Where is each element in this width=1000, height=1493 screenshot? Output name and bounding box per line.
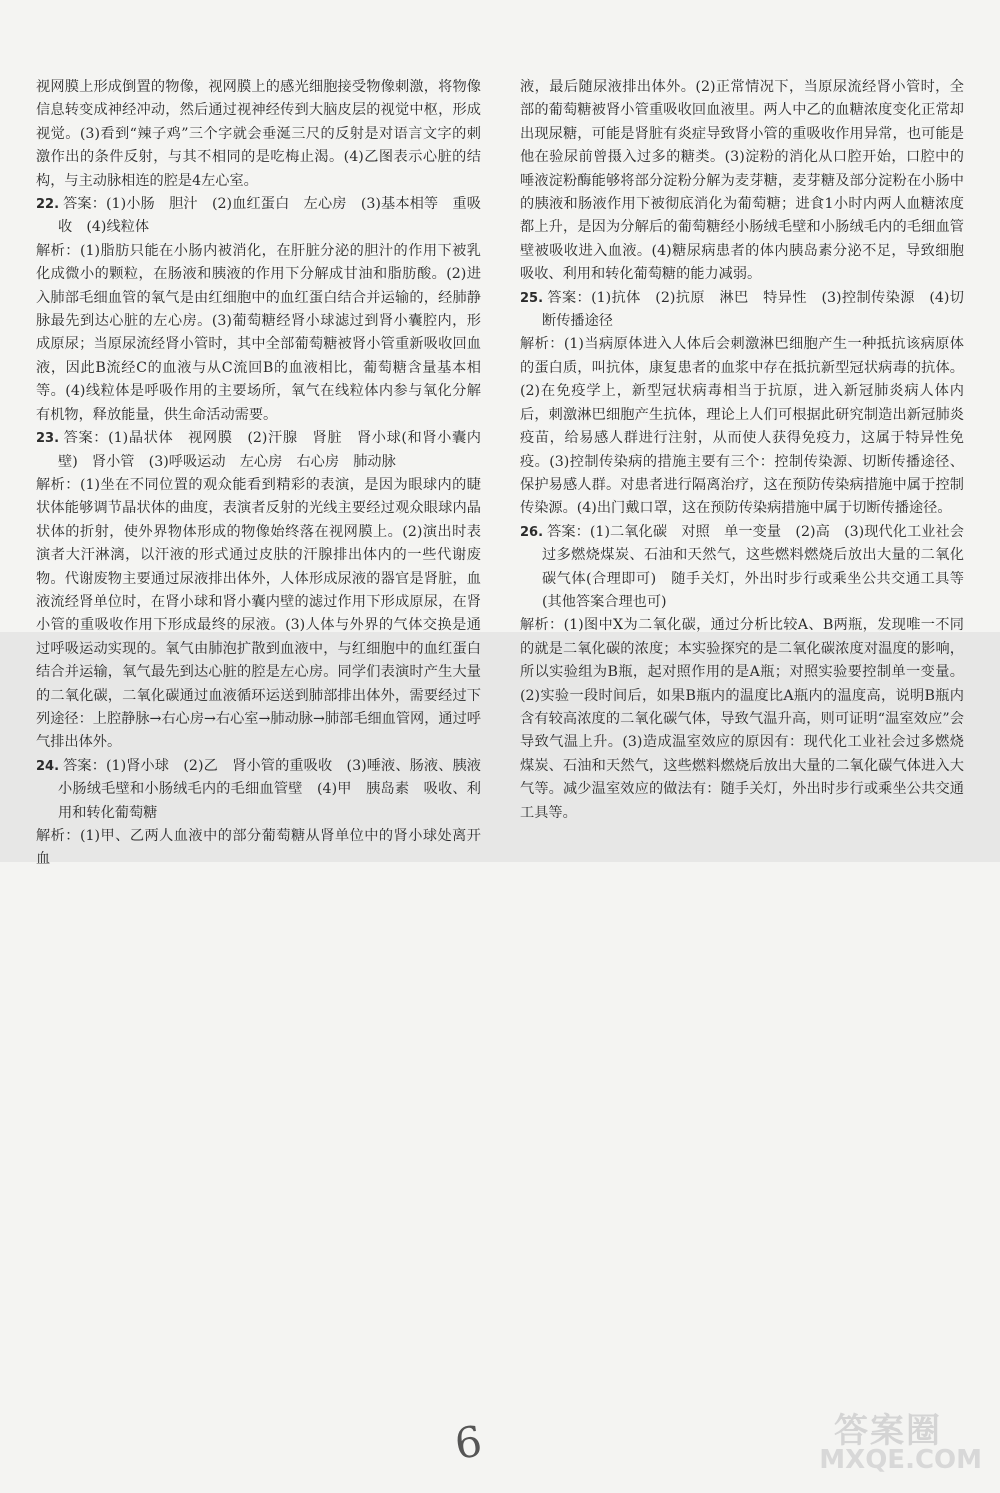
q26-analysis: 解析：(1)图中X为二氧化碳，通过分析比较A、B两瓶，发现唯一不同的就是二氧化碳的浓度；本实验探究的是二氧化碳浓度对温度的影响，所以实验组为B瓶，起对照作用的是A瓶；对照实验要控制单一变量。(2)实验一段时间后，如果B瓶内的温度比A瓶内的温度高，说明B瓶内含有较高浓度的二氧化碳气体，导致气温升高，则可证明“温室效应”会导致气温上升。(3)造成温室效应的原因有：现代化工业社会过多燃烧煤炭、石油和天然气，这些燃料燃烧后放出大量的二氧化碳气体进入大气等。减少温室效应的做法有：随手关灯，外出时步行或乘坐公共交通工具等。	[520, 617, 964, 821]
q25-number: 25.	[520, 290, 544, 306]
question-25	[520, 287, 964, 521]
q22-answer	[36, 193, 481, 240]
q25-answer-text: 答案：(1)抗体 (2)抗原 淋巴 特异性 (3)控制传染源 (4)切断传播途径	[542, 289, 964, 330]
q22-analysis: 解析：(1)脂肪只能在小肠内被消化，在肝脏分泌的胆汁的作用下被乳化成微小的颗粒，在肠液和胰液的作用下分解成甘油和脂肪酸。(2)进入肺部毛细血管的氧气是由红细胞中的血红蛋白结合并运输的，经肺静脉最先到达心脏的左心房。(3)葡萄糖经肾小球滤过到肾小囊腔内，形成原尿；当原尿流经肾小管时，其中全部葡萄糖被肾小管重新吸收回血液，因此B流经C的血液与从C流回B的血液相比，葡萄糖含量基本相等。(4)线粒体是呼吸作用的主要场所，氧气在线粒体内参与氧化分解有机物，释放能量，供生命活动需要。	[36, 242, 481, 423]
q24-answer-text: 答案：(1)肾小球 (2)乙 肾小管的重吸收 (3)唾液、肠液、胰液 小肠绒毛壁和小肠绒毛内的毛细血管壁 (4)甲 胰岛素 吸收、利用和转化葡萄糖	[58, 757, 496, 821]
q23-answer	[36, 427, 481, 474]
q22-number: 22.	[36, 197, 60, 213]
handwritten-page-number: 6	[451, 1416, 486, 1469]
q26-number: 26.	[520, 524, 544, 540]
left-column	[36, 76, 496, 872]
q24-analysis-continuation: 液，最后随尿液排出体外。(2)正常情况下，当原尿流经肾小管时，全部的葡萄糖被肾小管重吸收回血液里。两人中乙的血糖浓度变化正常却出现尿糖，可能是肾脏有炎症导致肾小管的重吸收作用异常，也可能是他在验尿前曾摄入过多的糖类。(3)淀粉的消化从口腔开始，口腔中的唾液淀粉酶能够将部分淀粉分解为麦芽糖，麦芽糖及部分淀粉在小肠中的胰液和肠液作用下被彻底消化为葡萄糖；进食1小时内两人血糖浓度都上升，是因为分解后的葡萄糖经小肠绒毛壁和小肠绒毛内的毛细血管壁被吸收进入血液。(4)糖尿病患者的体内胰岛素分泌不足，导致细胞吸收、利用和转化葡萄糖的能力减弱。	[520, 79, 964, 283]
q22-answer-text: 答案：(1)小肠 胆汁 (2)血红蛋白 左心房 (3)基本相等 重吸收 (4)线粒体	[58, 196, 481, 236]
q26-answer-text: 答案：(1)二氧化碳 对照 单一变量 (2)高 (3)现代化工业社会过多燃烧煤炭、石油和天然气，这些燃料燃烧后放出大量的二氧化碳气体(合理即可) 随手关灯，外出时步行或乘坐公共交通工具等(其他答案合理也可)	[542, 523, 964, 610]
question-26	[520, 521, 964, 825]
question-22	[36, 193, 481, 427]
q23-analysis: 解析：(1)坐在不同位置的观众能看到精彩的表演，是因为眼球内的睫状体能够调节晶状体的曲度，表演者反射的光线主要经过观众眼球内晶状体的折射，使外界物体形成的物像始终落在视网膜上。(2)演出时表演者大汗淋漓，以汗液的形式通过皮肤的汗腺排出体内的一些代谢废物。代谢废物主要通过尿液排出体外，人体形成尿液的器官是肾脏，血液流经肾单位时，在肾小球和肾小囊内壁的滤过作用下形成原尿，在肾小管的重吸收作用下形成最终的尿液。(3)人体与外界的气体交换是通过呼吸运动实现的。氧气由肺泡扩散到血液中，与红细胞中的血红蛋白结合并运输，氧气最先到达心脏的腔是左心房。同学们表演时产生大量的二氧化碳，二氧化碳通过血液循环运送到肺部排出体外，需要经过下列途径：上腔静脉→右心房→右心室→肺动脉→肺部毛细血管网，通过呼气排出体外。	[36, 476, 481, 751]
watermark-chinese: 答案圈	[834, 1411, 942, 1451]
right-column	[520, 76, 964, 825]
watermark-url: MXQE.COM	[819, 1445, 982, 1475]
q24-number: 24.	[36, 758, 60, 774]
q25-answer	[520, 287, 964, 334]
site-watermark	[812, 1403, 982, 1475]
q26-answer	[520, 521, 964, 615]
q23-number: 23.	[36, 431, 60, 447]
q23-answer-text: 答案：(1)晶状体 视网膜 (2)汗腺 肾脏 肾小球(和肾小囊内壁) 肾小管 (3)呼吸运动 左心房 右心房 肺动脉	[58, 430, 481, 470]
q24-answer	[36, 755, 496, 825]
q24-analysis: 解析：(1)甲、乙两人血液中的部分葡萄糖从肾单位中的肾小球处离开血	[36, 828, 481, 868]
q21-continuation: 视网膜上形成倒置的物像，视网膜上的感光细胞接受物像刺激，将物像信息转变成神经冲动，然后通过视神经传到大脑皮层的视觉中枢，形成视觉。(3)看到“辣子鸡”三个字就会垂涎三尺的反射是对语言文字的刺激作出的条件反射，与其不相同的是吃梅止渴。(4)乙图表示心脏的结构，与主动脉相连的腔是4左心室。	[36, 79, 481, 189]
q25-analysis: 解析：(1)当病原体进入人体后会刺激淋巴细胞产生一种抵抗该病原体的蛋白质，叫抗体，康复患者的血浆中存在抵抗新型冠状病毒的抗体。(2)在免疫学上，新型冠状病毒相当于抗原，进入新冠肺炎病人体内后，刺激淋巴细胞产生抗体，理论上人们可根据此研究制造出新冠肺炎疫苗，给易感人群进行注射，从而使人获得免疫力，这属于特异性免疫。(3)控制传染病的措施主要有三个：控制传染源、切断传播途径、保护易感人群。对患者进行隔离治疗，这在预防传染病措施中属于控制传染源。(4)出门戴口罩，这在预防传染病措施中属于切断传播途径。	[520, 336, 964, 517]
question-23	[36, 427, 481, 755]
question-24	[36, 755, 496, 872]
